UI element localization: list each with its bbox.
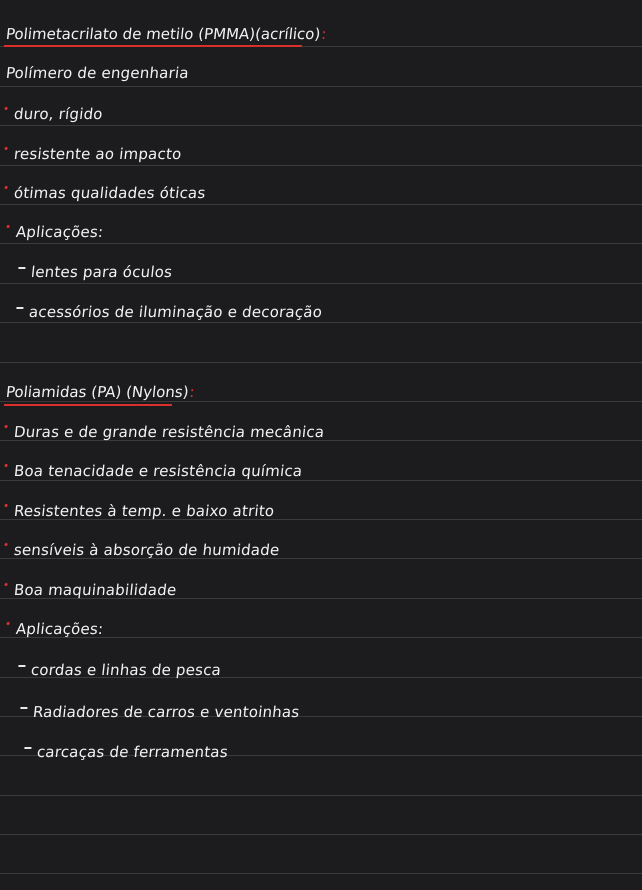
section2-title-colon: : [188, 383, 196, 401]
section1-title-colon: : [320, 25, 328, 43]
section2-title-text: Poliamidas (PA) (Nylons) [5, 383, 190, 401]
list-item [2, 532, 281, 568]
list-item [2, 572, 178, 608]
dash-icon [20, 707, 27, 709]
section1-subtitle [4, 55, 191, 91]
sub-list-item [16, 254, 174, 290]
list-item [4, 611, 105, 647]
list-item [2, 136, 183, 172]
ruling-line [0, 873, 642, 874]
section1-title-underline [4, 45, 302, 47]
list-item-text: resistente ao impacto [13, 145, 183, 163]
dash-icon [16, 307, 23, 309]
list-item [2, 453, 304, 489]
section1-title-text: Polimetacrilato de metilo (PMMA)(acrílico) [5, 25, 322, 43]
dash-icon [24, 747, 31, 749]
bullet-icon [4, 425, 7, 428]
list-item-text: Resistentes à temp. e baixo atrito [13, 502, 276, 520]
sub-list-item-text: acessórios de iluminação e decoração [28, 303, 324, 321]
bullet-icon [4, 543, 7, 546]
bullet-icon [4, 504, 7, 507]
section2-title-underline [4, 404, 172, 406]
bullet-icon [4, 107, 7, 110]
ruling-line [0, 834, 642, 835]
sub-list-item [14, 294, 324, 330]
section1-subtitle-text: Polímero de engenharia [5, 64, 190, 82]
bullet-icon [4, 464, 7, 467]
sub-list-item [22, 734, 230, 770]
dash-icon [18, 267, 25, 269]
bullet-icon [4, 147, 7, 150]
list-item-text: Aplicações: [15, 223, 105, 241]
bullet-icon [6, 622, 9, 625]
sub-list-item-text: cordas e linhas de pesca [30, 661, 223, 679]
list-item-text: ótimas qualidades óticas [13, 184, 207, 202]
dash-icon [18, 665, 25, 667]
sub-list-item-text: Radiadores de carros e ventoinhas [32, 703, 301, 721]
bullet-icon [4, 583, 7, 586]
sub-list-item-text: carcaças de ferramentas [36, 743, 229, 761]
list-item [2, 96, 104, 132]
sub-list-item-text: lentes para óculos [30, 263, 174, 281]
list-item [2, 175, 207, 211]
ruling-line [0, 362, 642, 363]
ruling-line [0, 795, 642, 796]
list-item-text: Boa tenacidade e resistência química [13, 462, 304, 480]
list-item-text: duro, rígido [13, 105, 104, 123]
bullet-icon [6, 225, 9, 228]
list-item-text: Duras e de grande resistência mecânica [13, 423, 326, 441]
sub-list-item [16, 652, 223, 688]
list-item [2, 493, 276, 529]
list-item-text: sensíveis à absorção de humidade [13, 541, 281, 559]
list-item [2, 414, 326, 450]
list-item-text: Boa maquinabilidade [13, 581, 178, 599]
list-item-text: Aplicações: [15, 620, 105, 638]
sub-list-item [18, 694, 301, 730]
list-item [4, 214, 105, 250]
bullet-icon [4, 186, 7, 189]
